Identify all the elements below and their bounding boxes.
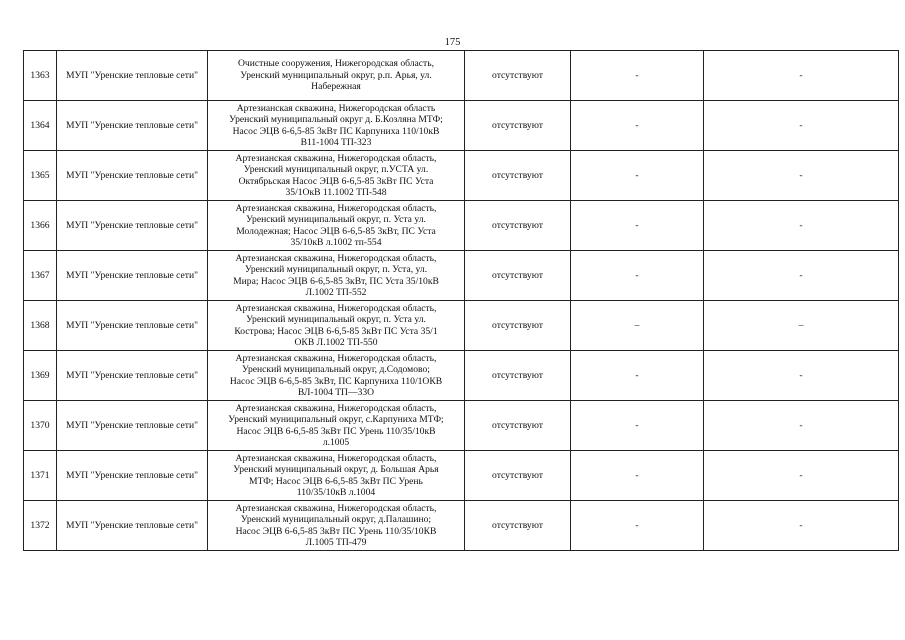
- organization-name: МУП "Уренские тепловые сети": [57, 401, 208, 451]
- organization-name: МУП "Уренские тепловые сети": [57, 351, 208, 401]
- organization-name: МУП "Уренские тепловые сети": [57, 451, 208, 501]
- object-address: [208, 251, 465, 301]
- value-cell-b: -: [704, 151, 899, 201]
- address-line: Артезианская скважина, Нижегородская область,: [235, 202, 437, 214]
- status-cell: отсутствуют: [465, 201, 571, 251]
- object-address: [208, 351, 465, 401]
- table-row: [24, 451, 899, 501]
- table-row: [24, 501, 899, 551]
- organization-name: МУП "Уренские тепловые сети": [57, 301, 208, 351]
- value-cell-a: –: [571, 301, 704, 351]
- status-cell: отсутствуют: [465, 151, 571, 201]
- address-line: Октябрьская Насос ЭЦВ 6-6,5-85 3кВт ПС Уста: [238, 175, 434, 187]
- row-number: 1367: [24, 251, 57, 301]
- organization-name: МУП "Уренские тепловые сети": [57, 51, 208, 101]
- address-line: Артезианская скважина, Нижегородская область: [236, 102, 436, 114]
- address-line: Уренский муниципальный округ, п.УСТА ул.: [243, 164, 429, 176]
- value-cell-a: -: [571, 201, 704, 251]
- status-cell: отсутствуют: [465, 501, 571, 551]
- address-line: Набережная: [311, 81, 361, 93]
- address-line: 35/10кВ л.1002 тп-554: [290, 236, 382, 248]
- object-address: [208, 151, 465, 201]
- table-row: [24, 251, 899, 301]
- address-line: Уренский муниципальный округ, с.Карпуниха МТФ;: [228, 414, 444, 426]
- status-cell: отсутствуют: [465, 251, 571, 301]
- address-line: Молодежная; Насос ЭЦВ 6-6,5-85 3кВт, ПС Уста: [236, 225, 436, 237]
- value-cell-b: -: [704, 401, 899, 451]
- registry-table: [23, 50, 899, 551]
- row-number: 1368: [24, 301, 57, 351]
- value-cell-b: -: [704, 51, 899, 101]
- table-row: [24, 401, 899, 451]
- address-line: Мира; Насос ЭЦВ 6-6,5-85 3кВт, ПС Уста 35/10кВ: [233, 275, 439, 287]
- object-address: [208, 401, 465, 451]
- address-line: Артезианская скважина, Нижегородская область,: [235, 302, 437, 314]
- address-line: ВЛ-1004 ТП—33О: [297, 386, 375, 398]
- object-address: [208, 501, 465, 551]
- address-line: Уренский муниципальный округ, р.п. Арья, ул.: [240, 69, 432, 81]
- table-body: [24, 51, 899, 551]
- value-cell-a: -: [571, 251, 704, 301]
- object-address: [208, 51, 465, 101]
- value-cell-a: -: [571, 451, 704, 501]
- object-address: [208, 301, 465, 351]
- address-line: Л.1002 ТП-552: [305, 286, 367, 298]
- address-line: л.1005: [322, 436, 350, 448]
- page-number: 175: [444, 37, 461, 48]
- status-cell: отсутствуют: [465, 401, 571, 451]
- address-line: Уренский муниципальный округ, д.Палашино;: [240, 514, 432, 526]
- address-line: Артезианская скважина, Нижегородская область,: [235, 352, 437, 364]
- value-cell-b: -: [704, 451, 899, 501]
- address-line: Артезианская скважина, Нижегородская область,: [235, 402, 437, 414]
- row-number: 1365: [24, 151, 57, 201]
- organization-name: МУП "Уренские тепловые сети": [57, 251, 208, 301]
- address-line: МТФ; Насос ЭЦВ 6-6,5-85 3кВт ПС Урень: [249, 475, 423, 487]
- value-cell-a: -: [571, 101, 704, 151]
- row-number: 1370: [24, 401, 57, 451]
- row-number: 1372: [24, 501, 57, 551]
- object-address: [208, 201, 465, 251]
- address-line: Л.1005 ТП-479: [305, 536, 367, 548]
- value-cell-b: –: [704, 301, 899, 351]
- table-row: [24, 301, 899, 351]
- organization-name: МУП "Уренские тепловые сети": [57, 501, 208, 551]
- value-cell-a: -: [571, 151, 704, 201]
- address-line: Уренский муниципальный округ, п. Уста, ул.: [244, 264, 428, 276]
- table-row: [24, 151, 899, 201]
- row-number: 1369: [24, 351, 57, 401]
- status-cell: отсутствуют: [465, 51, 571, 101]
- table-row: [24, 101, 899, 151]
- address-line: Кострова; Насос ЭЦВ 6-6,5-85 3кВт ПС Уста 35/1: [234, 325, 438, 337]
- address-line: Уренский муниципальный округ, п. Уста ул.: [246, 314, 426, 326]
- organization-name: МУП "Уренские тепловые сети": [57, 101, 208, 151]
- address-line: 110/35/10кВ л.1004: [296, 486, 376, 498]
- address-line: Насос ЭЦВ 6-6,5-85 3кВт ПС Урень 110/35/10кВ: [236, 425, 436, 437]
- address-line: Уренский муниципальный округ, п. Уста ул.: [246, 214, 426, 226]
- row-number: 1364: [24, 101, 57, 151]
- value-cell-b: -: [704, 351, 899, 401]
- address-line: Артезианская скважина, Нижегородская область,: [235, 152, 437, 164]
- status-cell: отсутствуют: [465, 351, 571, 401]
- table-row: [24, 201, 899, 251]
- address-line: ОКВ Л.1002 ТП-550: [294, 336, 378, 348]
- address-line: Уренский муниципальный округ, д. Большая Арья: [233, 464, 439, 476]
- row-number: 1371: [24, 451, 57, 501]
- address-line: 35/1ОкВ 11.1002 ТП-548: [285, 186, 387, 198]
- address-line: Очистные сооружения, Нижегородская область,: [237, 58, 435, 70]
- organization-name: МУП "Уренские тепловые сети": [57, 201, 208, 251]
- table-row: [24, 51, 899, 101]
- object-address: [208, 451, 465, 501]
- status-cell: отсутствуют: [465, 301, 571, 351]
- address-line: Артезианская скважина, Нижегородская область,: [235, 452, 437, 464]
- address-line: Уренский муниципальный округ д. Б.Козляна МТФ;: [229, 114, 443, 126]
- value-cell-a: -: [571, 501, 704, 551]
- address-line: Насос ЭЦВ 6-6,5-85 3кВт, ПС Карпуниха 110/1ОКВ: [229, 375, 443, 387]
- object-address: [208, 101, 465, 151]
- address-line: Насос ЭЦВ 6-6,5-85 3кВт ПС Урень 110/35/10КВ: [235, 525, 437, 537]
- status-cell: отсутствуют: [465, 101, 571, 151]
- address-line: Артезианская скважина, Нижегородская область,: [235, 252, 437, 264]
- value-cell-a: -: [571, 401, 704, 451]
- address-line: Насос ЭЦВ 6-6,5-85 3кВт ПС Карпуниха 110/10кВ: [232, 125, 440, 137]
- row-number: 1363: [24, 51, 57, 101]
- organization-name: МУП "Уренские тепловые сети": [57, 151, 208, 201]
- value-cell-b: -: [704, 251, 899, 301]
- address-line: В11-1004 ТП-323: [300, 136, 372, 148]
- value-cell-b: -: [704, 501, 899, 551]
- status-cell: отсутствуют: [465, 451, 571, 501]
- address-line: Артезианская скважина, Нижегородская область,: [235, 502, 437, 514]
- value-cell-b: -: [704, 101, 899, 151]
- address-line: Уренский муниципальный округ, д.Содомово;: [242, 364, 430, 376]
- value-cell-a: -: [571, 351, 704, 401]
- table-row: [24, 351, 899, 401]
- row-number: 1366: [24, 201, 57, 251]
- value-cell-a: -: [571, 51, 704, 101]
- value-cell-b: -: [704, 201, 899, 251]
